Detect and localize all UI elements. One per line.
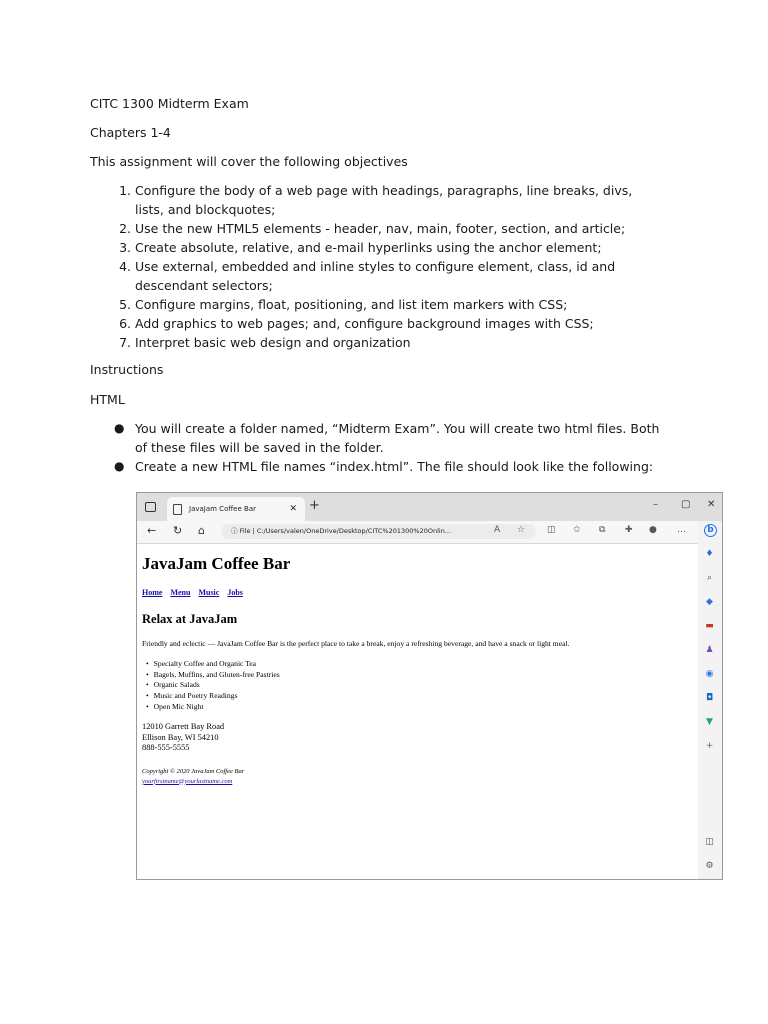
people-icon[interactable]: ♟ <box>705 645 714 655</box>
refresh-icon[interactable]: ↻ <box>173 524 183 537</box>
back-icon[interactable]: ← <box>147 524 157 537</box>
nav-link-home[interactable]: Home <box>142 588 163 597</box>
url-text: C:/Users/valen/OneDrive/Desktop/CITC%201300%20Onlin... <box>256 527 452 535</box>
list-number: 1. <box>119 183 131 198</box>
browser-tab[interactable] <box>167 497 305 521</box>
browser-screenshot <box>136 492 723 880</box>
copyright-text: Copyright © 2020 JavaJam Coffee Bar <box>142 768 245 775</box>
phone-number: 888-555-5555 <box>142 743 190 752</box>
list-item <box>90 314 650 333</box>
page-heading: Relax at JavaJam <box>142 612 238 626</box>
list-item: • Music and Poetry Readings <box>155 691 280 702</box>
extension-icon[interactable]: ✚ <box>625 525 633 535</box>
list-text: Add graphics to web pages; and, configure background images with CSS; <box>135 316 594 331</box>
list-item <box>90 419 670 457</box>
list-item: • Open Mic Night <box>155 702 280 713</box>
list-text: Configure margins, float, positioning, and list item markers with CSS; <box>135 297 568 312</box>
list-item: • Bagels, Muffins, and Gluten-free Pastries <box>155 670 280 681</box>
list-text: Use the new HTML5 elements - header, nav, main, footer, section, and article; <box>135 221 626 236</box>
page-content <box>137 544 701 880</box>
tab-title: JavaJam Coffee Bar <box>189 505 256 513</box>
favorite-icon[interactable]: ☆ <box>517 525 526 535</box>
offerings-list <box>155 659 280 713</box>
site-nav <box>142 588 249 597</box>
address-line: 12010 Garrett Bay Road <box>142 722 225 731</box>
read-aloud-icon[interactable]: A <box>494 525 501 535</box>
list-number: 3. <box>119 240 131 255</box>
edge-sidebar <box>698 521 722 880</box>
list-item <box>90 219 650 238</box>
list-item <box>90 457 670 476</box>
objectives-list <box>90 181 650 352</box>
instructions-heading: Instructions <box>90 362 164 377</box>
page-title: JavaJam Coffee Bar <box>142 554 291 573</box>
list-item <box>90 238 650 257</box>
close-window-icon[interactable]: ✕ <box>707 499 716 510</box>
list-item <box>90 333 650 352</box>
address-block <box>142 722 224 754</box>
nav-link-jobs[interactable]: Jobs <box>227 588 243 597</box>
list-text: Interpret basic web design and organization <box>135 335 411 350</box>
list-number: 2. <box>119 221 131 236</box>
favorites-icon[interactable]: ✩ <box>573 525 581 535</box>
footer <box>142 767 244 786</box>
list-text: Use external, embedded and inline styles to configure element, class, id and descendant selectors; <box>135 259 616 293</box>
list-number: 6. <box>119 316 131 331</box>
list-text: Create absolute, relative, and e-mail hyperlinks using the anchor element; <box>135 240 602 255</box>
outlook-icon[interactable]: ◘ <box>705 693 714 703</box>
search-icon[interactable]: ⌕ <box>706 573 713 583</box>
list-item: • Organic Salads <box>155 680 280 691</box>
url-prefix: File <box>239 527 251 535</box>
tasks-list <box>90 419 670 476</box>
chapters-label: Chapters 1-4 <box>90 125 171 140</box>
nav-link-music[interactable]: Music <box>198 588 220 597</box>
home-icon[interactable]: ⌂ <box>198 524 205 537</box>
shopping-icon[interactable]: ▼ <box>706 717 713 727</box>
bell-icon[interactable]: ♦ <box>705 549 714 559</box>
list-item <box>90 181 650 219</box>
address-line: Ellison Bay, WI 54210 <box>142 732 219 742</box>
page-paragraph: Friendly and eclectic — JavaJam Coffee Bar is the perfect place to take a break, enjoy a refreshing beverage, and have a snack or light meal. <box>142 639 570 648</box>
bullet-icon: ● <box>114 459 125 473</box>
list-item <box>90 295 650 314</box>
info-icon: ⓘ <box>231 527 238 535</box>
sidebar-toggle-icon[interactable]: ◫ <box>705 837 714 847</box>
url-field[interactable] <box>221 524 536 539</box>
page-icon <box>173 504 182 515</box>
tab-actions-icon[interactable] <box>145 502 156 512</box>
minimize-icon[interactable]: – <box>653 499 658 510</box>
office-icon[interactable]: ◉ <box>705 669 714 679</box>
list-number: 7. <box>119 335 131 350</box>
collections-icon[interactable]: ⧉ <box>599 525 606 535</box>
url-separator: | <box>252 527 255 535</box>
email-link[interactable]: yourfirstname@yourlastname.com <box>142 777 233 785</box>
more-icon[interactable]: … <box>677 525 686 535</box>
bing-icon[interactable]: b <box>704 524 717 537</box>
list-item <box>90 257 650 295</box>
profile-icon[interactable]: ● <box>649 525 657 535</box>
html-heading: HTML <box>90 392 125 407</box>
toolbox-icon[interactable]: ▬ <box>705 621 714 631</box>
list-item: • Specialty Coffee and Organic Tea <box>155 659 280 670</box>
address-bar <box>137 521 722 544</box>
tab-bar <box>137 493 722 521</box>
list-text: Configure the body of a web page with headings, paragraphs, line breaks, divs, lists, and blockquotes; <box>135 183 633 217</box>
intro-paragraph: This assignment will cover the following objectives <box>90 154 408 169</box>
close-tab-icon[interactable]: ✕ <box>289 504 297 514</box>
document-title: CITC 1300 Midterm Exam <box>90 96 249 111</box>
list-text: You will create a folder named, “Midterm Exam”. You will create two html files. Both of these files will be saved in the folder. <box>135 421 660 455</box>
bullet-icon: ● <box>114 421 125 435</box>
split-screen-icon[interactable]: ◫ <box>547 525 556 535</box>
new-tab-icon[interactable]: + <box>309 498 320 513</box>
tag-icon[interactable]: ◆ <box>706 597 713 607</box>
maximize-icon[interactable]: ▢ <box>681 499 691 510</box>
add-icon[interactable]: + <box>705 741 714 751</box>
list-text: Create a new HTML file names “index.html”. The file should look like the following: <box>135 459 654 474</box>
nav-link-menu[interactable]: Menu <box>170 588 191 597</box>
list-number: 4. <box>119 259 131 274</box>
list-number: 5. <box>119 297 131 312</box>
settings-icon[interactable]: ⚙ <box>705 861 714 871</box>
